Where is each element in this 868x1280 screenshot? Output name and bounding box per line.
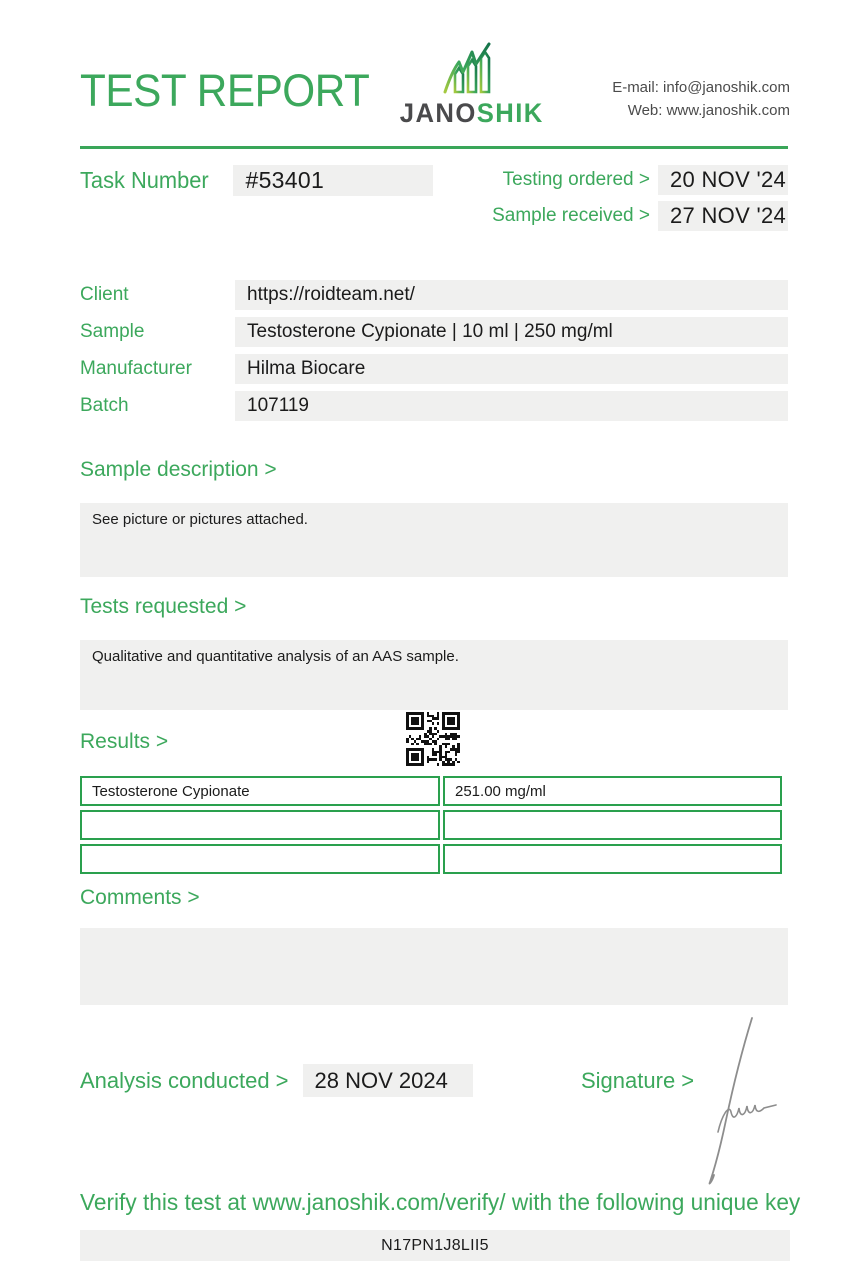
qr-code-icon	[404, 710, 462, 768]
logo-text-green: SHIK	[477, 98, 545, 128]
janoshik-logo	[396, 42, 548, 127]
analysis-conducted-value: 28 NOV 2024	[303, 1064, 473, 1097]
detail-row-client	[80, 280, 788, 310]
batch-value: 107119	[235, 391, 788, 421]
testing-ordered-label: Testing ordered >	[502, 169, 650, 190]
sample-description-heading: Sample description >	[80, 458, 277, 481]
sample-details	[80, 280, 788, 428]
detail-row-sample	[80, 317, 788, 347]
testing-ordered-row	[482, 165, 788, 195]
contact-info	[612, 76, 790, 123]
results-heading: Results >	[80, 730, 169, 753]
result-substance-cell	[80, 844, 440, 874]
results-table	[77, 772, 785, 878]
client-value: https://roidteam.net/	[235, 280, 788, 310]
comments-box	[80, 928, 788, 1005]
handwritten-signature-icon	[688, 1012, 782, 1187]
sample-received-label: Sample received >	[492, 205, 650, 226]
sample-received-value: 27 NOV '24	[658, 201, 788, 231]
client-label: Client	[80, 284, 129, 305]
sample-value: Testosterone Cypionate | 10 ml | 250 mg/ml	[235, 317, 788, 347]
sample-label: Sample	[80, 321, 145, 342]
table-row	[80, 844, 782, 874]
analysis-conducted-row	[80, 1064, 473, 1097]
unique-key-value: N17PN1J8LII5	[80, 1230, 790, 1261]
sample-description-box: See picture or pictures attached.	[80, 503, 788, 577]
contact-web: Web: www.janoshik.com	[627, 102, 790, 120]
manufacturer-label: Manufacturer	[80, 358, 192, 379]
detail-row-manufacturer	[80, 354, 788, 384]
tests-requested-heading: Tests requested >	[80, 595, 247, 618]
result-substance-cell	[80, 810, 440, 840]
result-value-cell	[443, 810, 782, 840]
growth-chart-icon	[433, 42, 511, 98]
comments-heading: Comments >	[80, 886, 200, 909]
task-number-value: #53401	[233, 165, 433, 196]
report-header	[80, 42, 790, 127]
tests-requested-box: Qualitative and quantitative analysis of an AAS sample.	[80, 640, 788, 710]
header-divider	[80, 146, 788, 149]
table-row	[80, 776, 782, 806]
result-substance-cell: Testosterone Cypionate	[80, 776, 440, 806]
verify-instruction: Verify this test at www.janoshik.com/verify/ with the following unique key	[80, 1189, 801, 1215]
signature-label: Signature >	[581, 1068, 695, 1093]
detail-row-batch	[80, 391, 788, 421]
table-row	[80, 810, 782, 840]
analysis-conducted-label: Analysis conducted >	[80, 1067, 289, 1093]
task-number-label: Task Number	[80, 167, 209, 193]
result-value-cell	[443, 844, 782, 874]
task-section	[80, 165, 788, 231]
batch-label: Batch	[80, 395, 129, 416]
logo-wordmark	[400, 100, 544, 127]
sample-received-row	[482, 201, 788, 231]
logo-text-dark: JANO	[400, 98, 478, 128]
contact-email: E-mail: info@janoshik.com	[612, 79, 790, 96]
result-value-cell: 251.00 mg/ml	[443, 776, 782, 806]
manufacturer-value: Hilma Biocare	[235, 354, 788, 384]
page-title: TEST REPORT	[80, 65, 370, 116]
testing-ordered-value: 20 NOV '24	[658, 165, 788, 195]
